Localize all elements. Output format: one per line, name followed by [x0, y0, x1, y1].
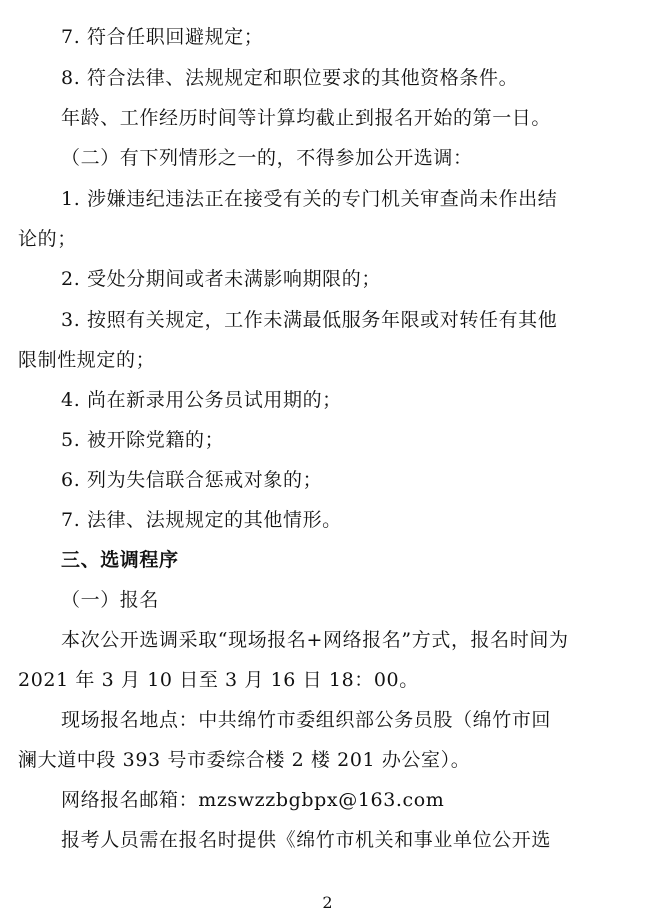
- text-line: 2. 受处分期间或者未满影响期限的；: [61, 268, 381, 290]
- text-line: 2021 年 3 月 10 日至 3 月 16 日 18：00。: [18, 669, 419, 691]
- text-line: 本次公开选调采取“现场报名+网络报名”方式，报名时间为: [61, 629, 569, 651]
- text-line: 3. 按照有关规定，工作未满最低服务年限或对转任有其他: [61, 309, 558, 331]
- text-line: 现场报名地点：中共绵竹市委组织部公务员股（绵竹市回: [61, 709, 552, 731]
- text-line: 6. 列为失信联合惩戒对象的；: [61, 469, 323, 491]
- email-line: 网络报名邮箱：mzswzzbgbpx@163.com: [61, 789, 445, 811]
- text-line: 1. 涉嫌违纪违法正在接受有关的专门机关审查尚未作出结: [61, 188, 558, 210]
- subsection-heading: （一）报名: [61, 589, 160, 611]
- page-number: 2: [322, 893, 333, 912]
- text-line: 4. 尚在新录用公务员试用期的；: [61, 389, 342, 411]
- text-line: （二）有下列情形之一的，不得参加公开选调：: [61, 147, 473, 169]
- text-line: 限制性规定的；: [18, 349, 156, 371]
- text-line: 7. 符合任职回避规定；: [61, 26, 264, 48]
- text-line: 7. 法律、法规规定的其他情形。: [61, 509, 342, 531]
- text-line: 报考人员需在报名时提供《绵竹市机关和事业单位公开选: [61, 829, 552, 851]
- text-line: 8. 符合法律、法规规定和职位要求的其他资格条件。: [61, 67, 519, 89]
- text-line: 论的；: [18, 228, 77, 250]
- section-heading: 三、选调程序: [61, 549, 179, 571]
- text-line: 澜大道中段 393 号市委综合楼 2 楼 201 办公室）。: [18, 749, 471, 771]
- text-line: 5. 被开除党籍的；: [61, 429, 225, 451]
- text-line: 年龄、工作经历时间等计算均截止到报名开始的第一日。: [61, 107, 552, 129]
